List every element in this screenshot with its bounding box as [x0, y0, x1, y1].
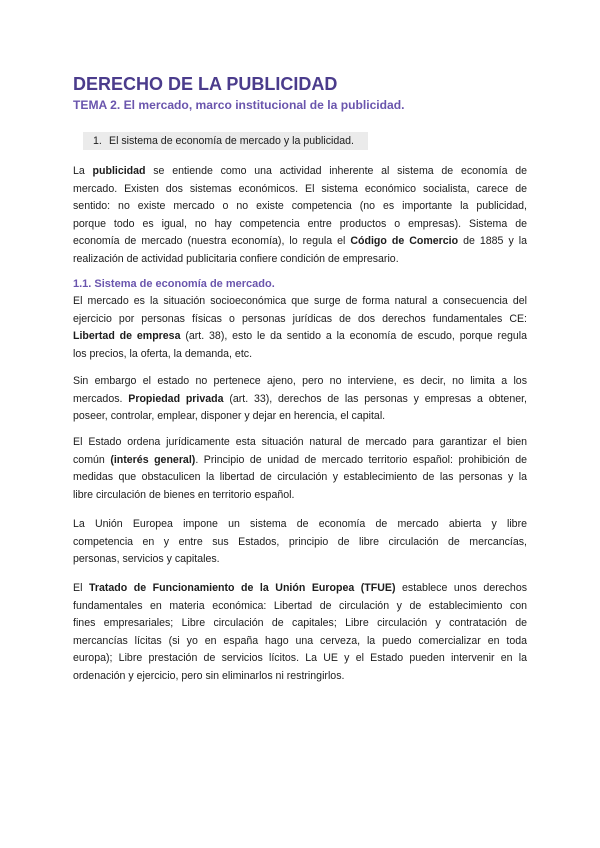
text-line: fundamentales en materia económica: Libertad de circulación y de establecimiento con — [73, 599, 527, 612]
text-run: establece unos derechos — [395, 582, 528, 594]
text-line: fines empresariales; Libre circulación de capitales; Libre circulación y contratación de — [73, 617, 527, 629]
bold-term: Código de Comercio — [350, 235, 459, 247]
bold-term: (interés general) — [110, 453, 196, 466]
text-line: porque todo es igual, no hay competencia entre productos o empresas). Sistema de — [73, 217, 527, 230]
text-line: los precios, la oferta, la demanda, etc. — [73, 347, 253, 360]
text-line: El mercado es la situación socioeconómica que surge de forma natural a consecuencia del — [73, 295, 527, 307]
text-line: competencia en y entre sus Estados, principio de libre circulación de mercancías, — [73, 535, 527, 548]
numbered-list-item — [83, 132, 368, 150]
text-line: poseer, controlar, emplear, disponer y dejar en herencia, el capital. — [73, 410, 386, 422]
bold-term: publicidad — [92, 165, 146, 177]
text-line: sentido: no existe mercado o no existe competencia (no es importante la publicidad, — [73, 200, 527, 212]
text-line: Sin embargo el estado no pertenece ajeno, pero no interviene, es decir, no limita a los — [73, 375, 527, 387]
text-run: (art. 38), esto le da sentido a la economía de escudo, porque regula — [180, 330, 527, 342]
paragraph-4 — [73, 434, 527, 504]
list-item-text: El sistema de economía de mercado y la publicidad. — [109, 135, 354, 147]
text-line: europa); Libre prestación de servicios lícitos. La UE y el Estado pueden intervenir en la — [73, 652, 527, 664]
text-run: (art. 33), derechos de las personas y empresas a obtener, — [223, 392, 527, 405]
text-run: común — [73, 453, 111, 466]
text-run: La — [73, 165, 93, 177]
text-run: economía de mercado (nuestra economía), lo regula el — [73, 235, 351, 247]
bold-term: Tratado de Funcionamiento de la Unión Europea (TFUE) — [88, 582, 396, 594]
list-item-number: 1. — [93, 135, 102, 147]
paragraph-5 — [73, 516, 527, 569]
text-run: mercados. — [73, 392, 129, 405]
text-run: . Principio de unidad de mercado territorio español: prohibición de — [195, 453, 527, 466]
bold-term: Libertad de empresa — [73, 330, 181, 342]
text-line: libre circulación de bienes en territorio español. — [73, 488, 295, 501]
paragraph-2 — [73, 293, 527, 363]
text-run: se entiende como una actividad inherente al sistema de economía de — [145, 165, 527, 177]
paragraph-6 — [73, 580, 527, 685]
text-run: de 1885 y la — [458, 235, 527, 247]
text-line: realización de actividad publicitaria confiere condición de empresario. — [73, 252, 399, 265]
section-heading: 1.1. Sistema de economía de mercado. — [73, 278, 275, 290]
text-line: medidas que obstaculicen la libertad de circulación y establecimiento de las personas y la — [73, 471, 527, 483]
text-line: personas, servicios y capitales. — [73, 553, 220, 565]
bold-term: Propiedad privada — [128, 392, 224, 405]
document-subtitle: TEMA 2. El mercado, marco institucional de la publicidad. — [73, 98, 405, 112]
text-line: mercado. Existen dos sistemas económicos. El sistema económico socialista, carece de — [73, 182, 527, 195]
text-run: El — [73, 582, 89, 594]
text-line: ejercicio por personas físicas o personas jurídicas de dos derechos fundamentales CE: — [73, 312, 527, 325]
text-line: ordenación y ejercicio, pero sin eliminarlos ni restringirlos. — [73, 669, 345, 682]
paragraph-1 — [73, 163, 527, 268]
text-line: mercancías lícitas (si yo en españa hago una cerveza, la puedo comercializar en toda — [73, 634, 527, 647]
document-title: DERECHO DE LA PUBLICIDAD — [73, 74, 338, 94]
paragraph-3 — [73, 373, 527, 426]
text-line: La Unión Europea impone un sistema de economía de mercado abierta y libre — [73, 518, 527, 530]
text-line: El Estado ordena jurídicamente esta situación natural de mercado para garantizar el bien — [73, 436, 527, 448]
